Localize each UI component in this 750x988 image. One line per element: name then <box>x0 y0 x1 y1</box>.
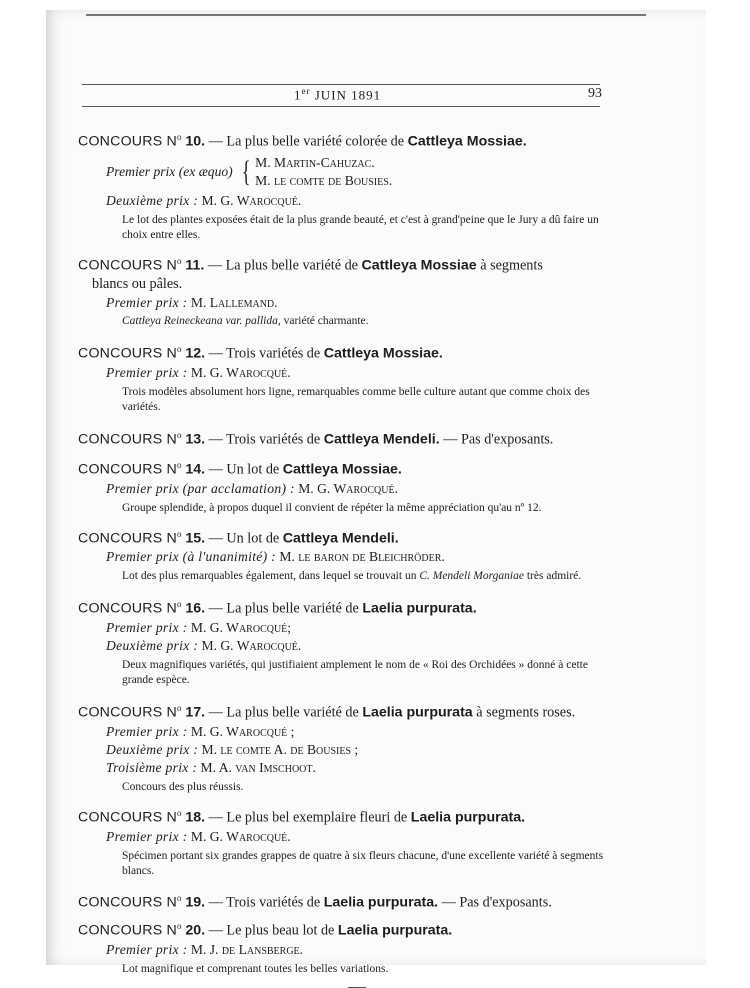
contest-title: CONCOURS $N^o$ 19. — Trois variétés de Laelia purpurata. — Pas d'exposants. <box>78 892 552 911</box>
jury-note: Cattleya Reineckeana var. pallida, variété charmante. <box>122 315 369 328</box>
jury-note: Deux magnifiques variétés, qui justifiaient amplement le nom de « Roi des Orchidées » donné à cette grande espèce. <box>122 659 588 687</box>
contest-10 <box>78 128 618 243</box>
contest-15 <box>78 525 618 585</box>
contest-title: CONCOURS $N^o$ 18. — Le plus bel exemplaire fleuri de Laelia purpurata. <box>78 807 526 826</box>
jury-note: Concours des plus réussis. <box>122 780 244 793</box>
contest-17 <box>78 699 618 795</box>
top-border-rule <box>86 14 646 16</box>
contest-list <box>78 128 618 988</box>
jury-note: Groupe splendide, à propos duquel il convient de répéter la même appréciation qu'au nº 12. <box>122 501 542 514</box>
running-header <box>82 84 602 110</box>
prize-line: Premier prix : M. G. Warocqué. <box>106 365 291 381</box>
jury-note: Lot des plus remarquables également, dans lequel se trouvait un C. Mendeli Morganiae très admiré. <box>122 570 582 583</box>
prize-line: Premier prix : M. Lallemand. <box>106 295 278 311</box>
prize-line: Premier prix : M. G. Warocqué ; <box>106 723 295 739</box>
prize-line: Premier prix (par acclamation) : M. G. Warocqué. <box>106 480 399 496</box>
prize-line: Deuxième prix : M. G. Warocqué. <box>106 638 302 654</box>
winner-name: M. Martin-Cahuzac. <box>255 154 375 170</box>
contest-title: CONCOURS $N^o$ 20. — Le plus beau lot de Laelia purpurata. <box>78 921 453 940</box>
jury-note: Lot magnifique et comprenant toutes les belles variations. <box>122 963 389 976</box>
contest-12 <box>78 340 618 415</box>
header-rule-bottom <box>82 106 600 107</box>
contest-title: CONCOURS $N^o$ 15. — Un lot de Cattleya Mendeli. <box>78 528 399 547</box>
jury-note: Trois modèles absolument hors ligne, remarquables comme belle culture autant que comme choix des variétés. <box>122 386 590 414</box>
prize-tie <box>78 154 618 190</box>
contest-title: CONCOURS $N^o$ 10. — La plus belle variété colorée de Cattleya Mossiae. <box>78 132 527 150</box>
contest-11 <box>78 252 618 330</box>
contest-title-continued: blancs ou pâles. <box>92 276 183 293</box>
winner-name: M. le comte de Bousies. <box>255 172 393 188</box>
header-date: 1er JUIN 1891 <box>294 86 382 103</box>
prize-line: Premier prix : M. J. de Lansberge. <box>106 942 304 958</box>
page-number: 93 <box>588 86 602 101</box>
prize-label: Premier prix (ex æquo) <box>106 163 233 179</box>
prize-line: Premier prix : M. G. Warocqué; <box>106 620 292 636</box>
contest-title: CONCOURS $N^o$ 16. — La plus belle variété de Laelia purpurata. <box>78 599 477 618</box>
jury-note: Le lot des plantes exposées était de la plus grande beauté, et c'est à grand'peine que le Jury a dû faire un choix entre elles. <box>122 213 599 241</box>
contest-19 <box>78 889 618 913</box>
contest-title: CONCOURS $N^o$ 14. — Un lot de Cattleya Mossiae. <box>78 459 402 478</box>
tie-names <box>255 154 392 190</box>
contest-14 <box>78 456 618 516</box>
brace-symbol: { <box>241 154 251 188</box>
contest-title: CONCOURS $N^o$ 13. — Trois variétés de Cattleya Mendeli. — Pas d'exposants. <box>78 430 554 448</box>
prize-line: Premier prix (à l'unanimité) : M. le baron de Bleichröder. <box>106 549 445 565</box>
contest-13 <box>78 426 618 450</box>
contest-18 <box>78 804 618 879</box>
prize-line: Deuxième prix : M. le comte A. de Bousies ; <box>106 741 359 757</box>
contest-title: CONCOURS $N^o$ 12. — Trois variétés de Cattleya Mossiae. <box>78 344 443 363</box>
header-rule-top <box>82 84 600 85</box>
prize-line: Troisième prix : M. A. van Imschoot. <box>106 759 316 775</box>
contest-16 <box>78 595 618 688</box>
prize-line: Premier prix : M. G. Warocqué. <box>106 828 291 844</box>
contest-title: CONCOURS $N^o$ 17. — La plus belle variété de Laelia purpurata à segments roses. <box>78 703 576 721</box>
jury-note: Spécimen portant six grandes grappes de quatre à six fleurs chacune, d'une excellente variété à segments blancs. <box>122 849 604 877</box>
contest-title: CONCOURS $N^o$ 11. — La plus belle variété de Cattleya Mossiae à segments <box>78 255 543 274</box>
prize-line: Deuxième prix : M. G. Warocqué. <box>106 192 302 208</box>
contest-20 <box>78 917 618 988</box>
